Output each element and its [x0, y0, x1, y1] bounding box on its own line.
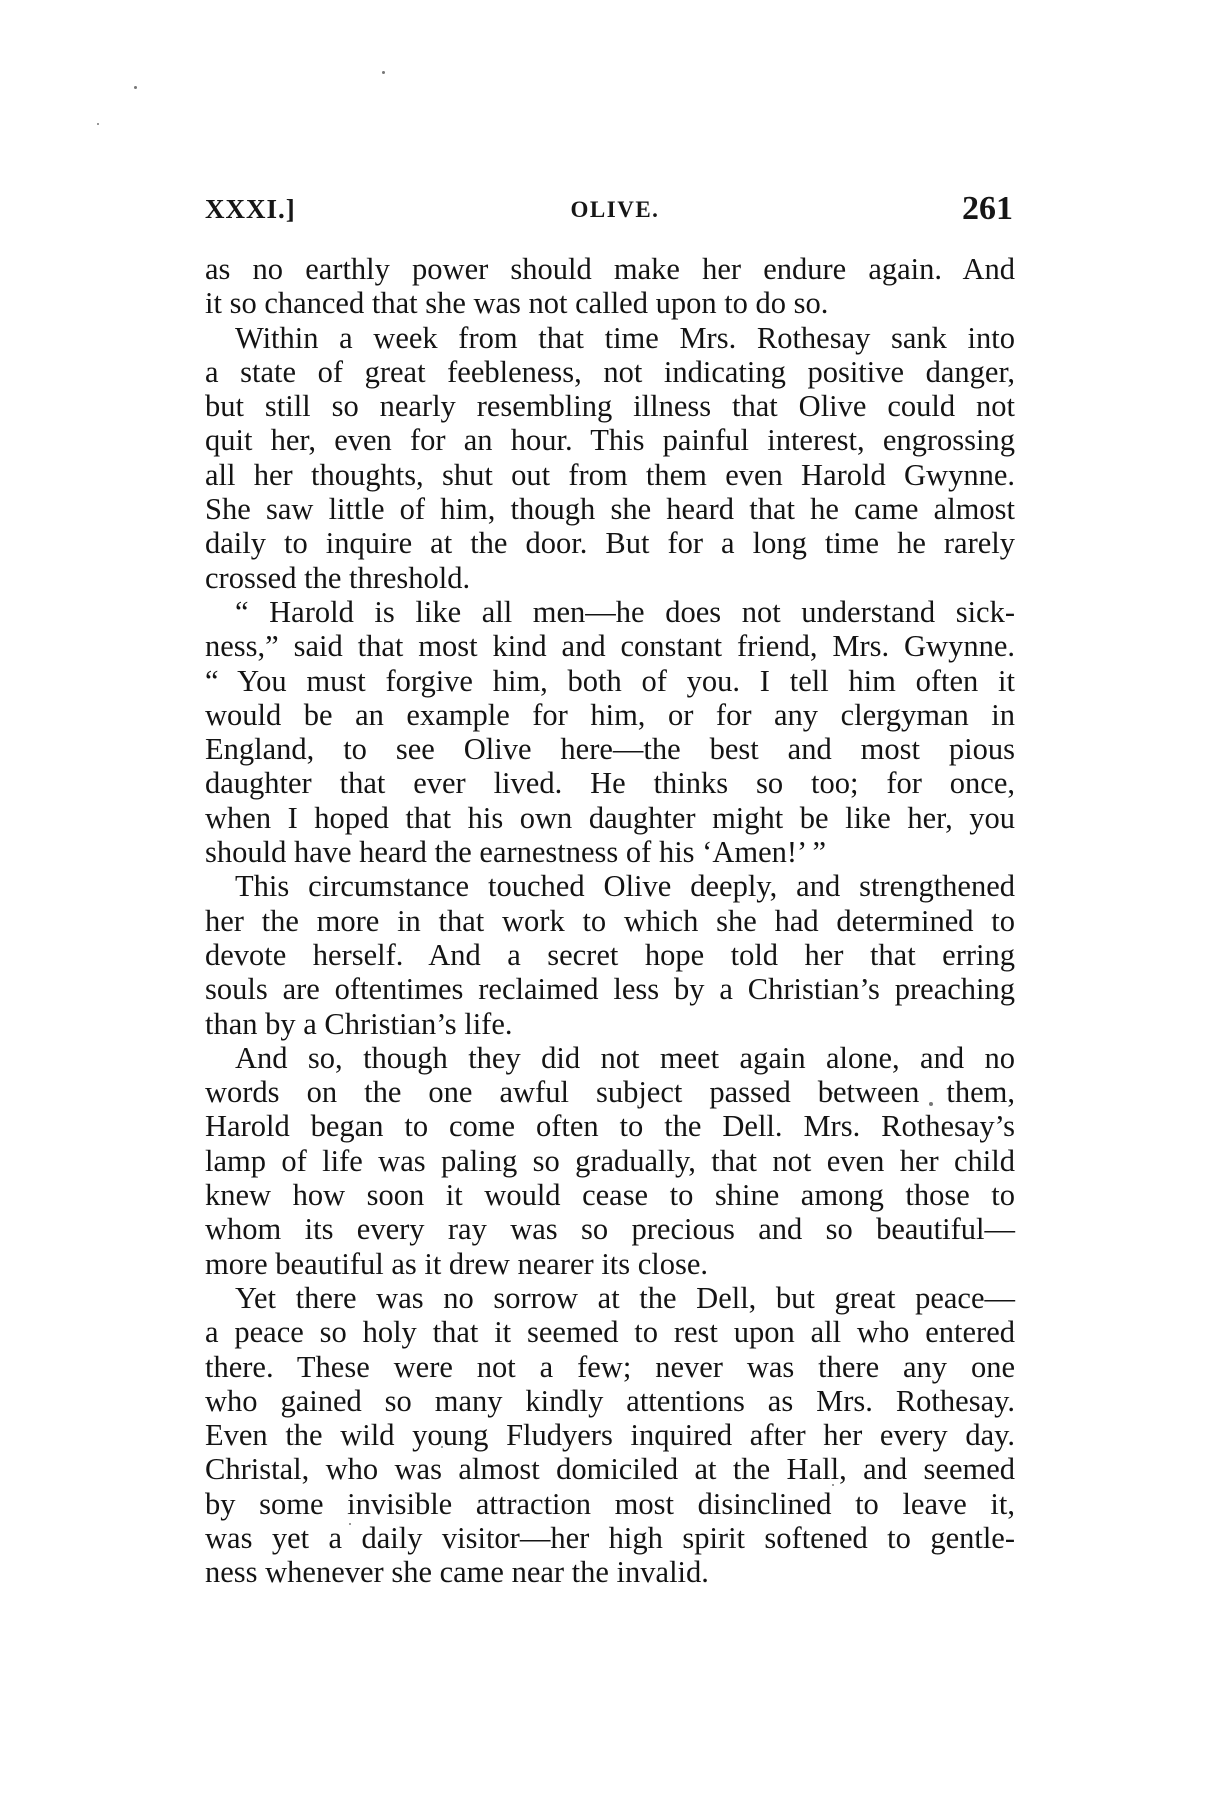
text-line: “ You must forgive him, both of you. I tell him often it — [205, 663, 1015, 698]
text-line: more beautiful as it drew nearer its close. — [205, 1246, 709, 1281]
text-line: And so, though they did not meet again alone, and no — [235, 1040, 1015, 1075]
text-line: Even the wild young Fludyers inquired after her every day. — [205, 1418, 1015, 1453]
text-line: Within a week from that time Mrs. Rothesay sank into — [235, 320, 1015, 355]
text-line: England, to see Olive here—the best and most pious — [205, 732, 1015, 767]
running-header — [205, 192, 1015, 232]
text-line: Yet there was no sorrow at the Dell, but great peace— — [235, 1280, 1015, 1315]
text-line: there. These were not a few; never was there any one — [205, 1349, 1015, 1384]
text-line: daily to inquire at the door. But for a long time he rarely — [205, 526, 1015, 561]
text-line: This circumstance touched Olive deeply, and strengthened — [235, 869, 1015, 904]
text-line: by some invisible attraction most disinclined to leave it, — [205, 1486, 1015, 1521]
text-line: knew how soon it would cease to shine among those to — [205, 1178, 1015, 1213]
text-line: lamp of life was paling so gradually, that not even her child — [205, 1143, 1015, 1178]
text-line: She saw little of him, though she heard that he came almost — [205, 492, 1015, 527]
chapter-number: XXXI.] — [205, 194, 296, 224]
text-line: was yet a daily visitor—her high spirit softened to gentle- — [205, 1520, 1015, 1555]
text-line: quit her, even for an hour. This painful interest, engrossing — [205, 423, 1015, 458]
text-line: all her thoughts, shut out from them even Harold Gwynne. — [205, 457, 1015, 492]
print-speck — [97, 123, 99, 125]
text-line: would be an example for him, or for any clergyman in — [205, 697, 1015, 732]
text-line: a peace so holy that it seemed to rest upon all who entered — [205, 1315, 1015, 1350]
text-line: whom its every ray was so precious and so beautiful— — [205, 1212, 1015, 1247]
text-line: Christal, who was almost domiciled at the Hall, and seemed — [205, 1452, 1015, 1487]
text-line: who gained so many kindly attentions as Mrs. Rothesay. — [205, 1383, 1015, 1418]
text-line: ness,” said that most kind and constant friend, Mrs. Gwynne. — [205, 629, 1015, 664]
text-line: it so chanced that she was not called upon to do so. — [205, 286, 829, 321]
text-line: daughter that ever lived. He thinks so too; for once, — [205, 766, 1015, 801]
text-line: than by a Christian’s life. — [205, 1006, 513, 1041]
text-line: words on the one awful subject passed between them, — [205, 1075, 1015, 1110]
body-text — [205, 252, 1015, 1590]
text-line: Harold began to come often to the Dell. Mrs. Rothesay’s — [205, 1109, 1015, 1144]
running-title: OLIVE. — [570, 197, 660, 222]
text-line: as no earthly power should make her endure again. And — [205, 252, 1015, 286]
text-line: ness whenever she came near the invalid. — [205, 1555, 709, 1590]
text-line: “ Harold is like all men—he does not understand sick- — [235, 594, 1015, 629]
page-number: 261 — [962, 190, 1013, 227]
text-line: her the more in that work to which she had determined to — [205, 903, 1015, 938]
text-line: should have heard the earnestness of his ‘Amen!’ ” — [205, 835, 827, 870]
print-speck — [134, 86, 137, 89]
print-speck — [382, 71, 385, 74]
text-line: a state of great feebleness, not indicating positive danger, — [205, 354, 1015, 389]
text-line: crossed the threshold. — [205, 560, 471, 595]
text-line: souls are oftentimes reclaimed less by a Christian’s preaching — [205, 972, 1015, 1007]
text-line: but still so nearly resembling illness that Olive could not — [205, 389, 1015, 424]
text-line: devote herself. And a secret hope told her that erring — [205, 937, 1015, 972]
text-line: when I hoped that his own daughter might be like her, you — [205, 800, 1015, 835]
